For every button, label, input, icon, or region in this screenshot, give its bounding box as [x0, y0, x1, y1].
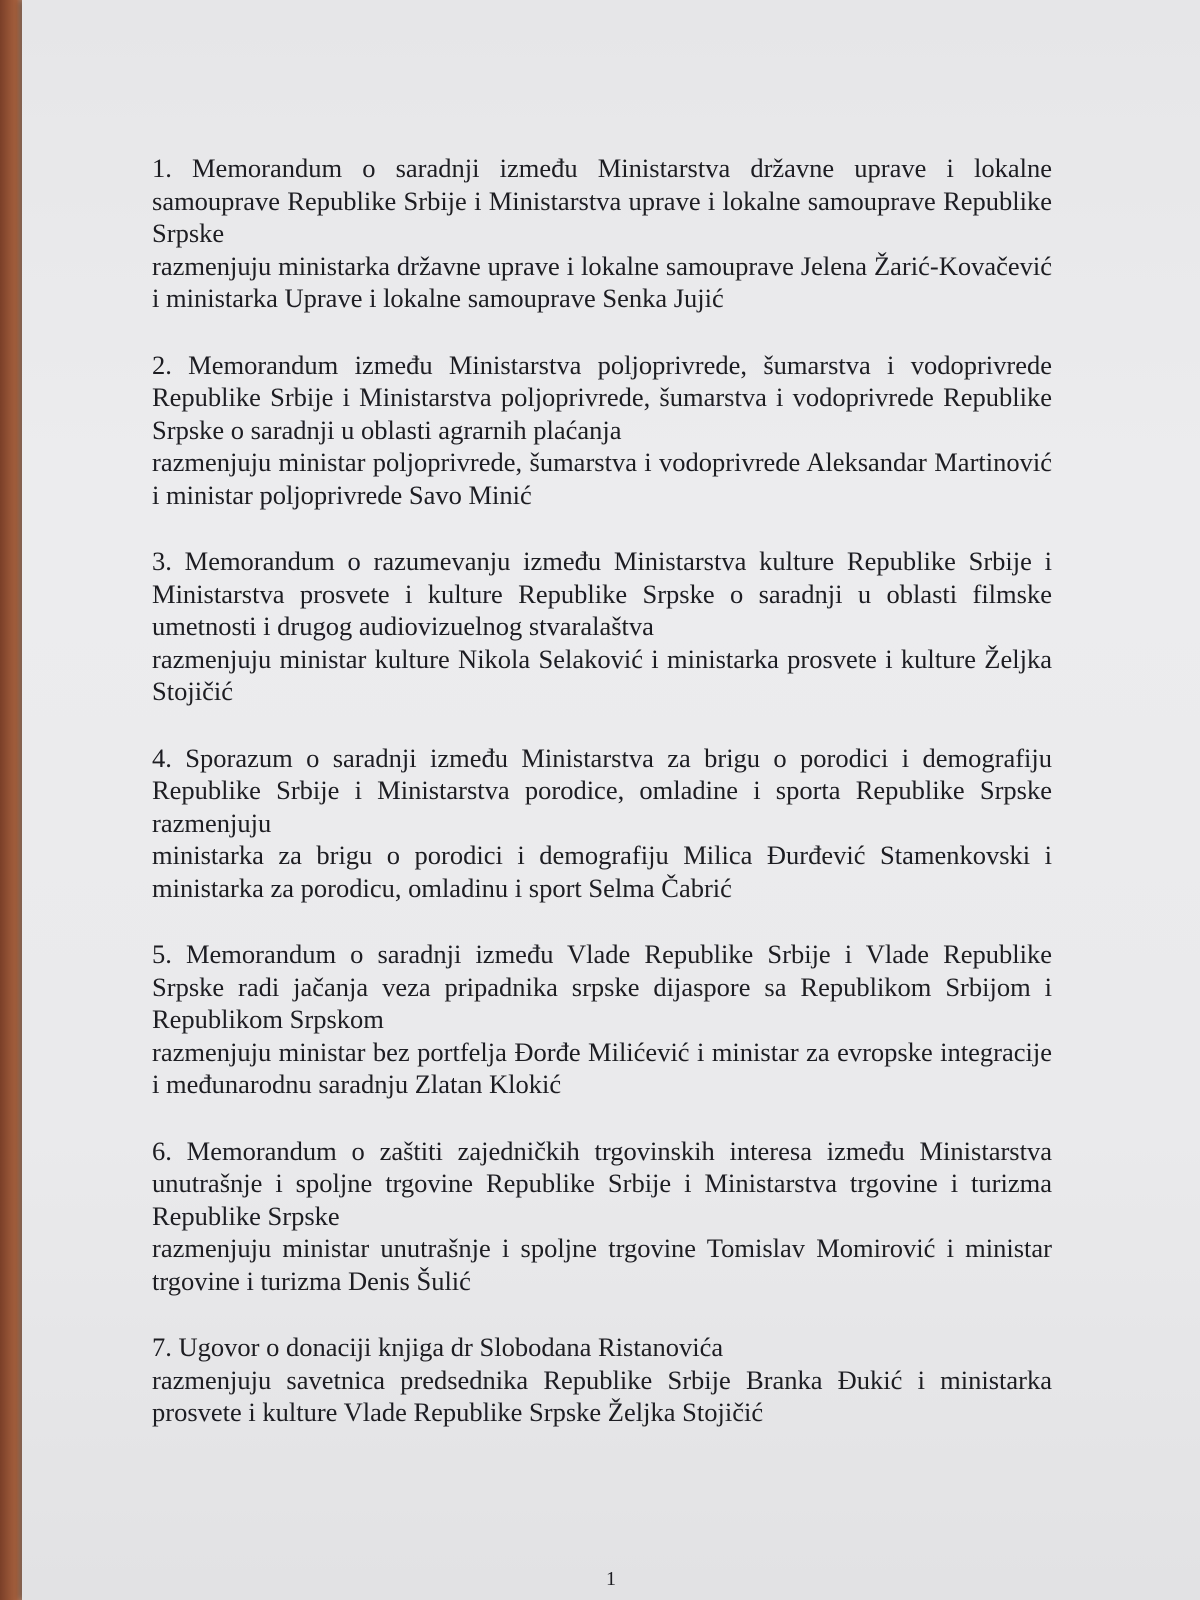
- item-exchange: ministarka za brigu o porodici i demografiju Milica Đurđević Stamenkovski i ministarka za porodicu, omladinu i sport Selma Čabrić: [152, 840, 1052, 903]
- item-exchange: razmenjuju ministarka državne uprave i lokalne samouprave Jelena Žarić-Kovačević i ministarka Uprave i lokalne samouprave Senka Jujić: [152, 250, 1052, 313]
- list-item: [152, 545, 1052, 708]
- item-title: 7. Ugovor o donaciji knjiga dr Slobodana Ristanovića: [152, 1332, 724, 1362]
- page-number: 1: [606, 1568, 616, 1590]
- item-title: 1. Memorandum o saradnji između Ministarstva državne uprave i lokalne samouprave Republike Srbije i Ministarstva uprave i lokalne samouprave Republike Srpske: [152, 153, 1052, 248]
- document-body: [152, 152, 1052, 1463]
- list-item: [152, 938, 1052, 1101]
- item-exchange: razmenjuju ministar unutrašnje i spoljne trgovine Tomislav Momirović i ministar trgovine i turizma Denis Šulić: [152, 1233, 1052, 1296]
- item-exchange: razmenjuju ministar bez portfelja Đorđe Milićević i ministar za evropske integracije i međunarodnu saradnju Zlatan Klokić: [152, 1036, 1052, 1099]
- item-title: 4. Sporazum o saradnji između Ministarstva za brigu o porodici i demografiju Republike Srbije i Ministarstva porodice, omladine i sporta Republike Srpske razmenjuju: [152, 742, 1052, 838]
- list-item: [152, 742, 1052, 905]
- item-exchange: razmenjuju ministar poljoprivrede, šumarstva i vodoprivrede Aleksandar Martinović i ministar poljoprivrede Savo Minić: [152, 447, 1052, 510]
- list-item: [152, 349, 1052, 512]
- document-page: [22, 0, 1200, 1600]
- item-title: 6. Memorandum o zaštiti zajedničkih trgovinskih interesa između Ministarstva unutrašnje i spoljne trgovine Republike Srbije i Ministarstva trgovine i turizma Republike Srpske: [152, 1135, 1052, 1231]
- list-item: [152, 1135, 1052, 1298]
- item-title: 5. Memorandum o saradnji između Vlade Republike Srbije i Vlade Republike Srpske radi jačanja veza pripadnika srpske dijaspore sa Republikom Srbijom i Republikom Srpskom: [152, 939, 1052, 1034]
- item-exchange: razmenjuju ministar kulture Nikola Selaković i ministarka prosvete i kulture Željka Stojičić: [152, 643, 1052, 706]
- list-item: [152, 1331, 1052, 1429]
- list-item: [152, 152, 1052, 315]
- item-title: 2. Memorandum između Ministarstva poljoprivrede, šumarstva i vodoprivrede Republike Srbije i Ministarstva poljoprivrede, šumarstva i vodoprivrede Republike Srpske o saradnji u oblasti agrarnih plaćanja: [152, 349, 1052, 445]
- item-exchange: razmenjuju savetnica predsednika Republike Srbije Branka Đukić i ministarka prosvete i kulture Vlade Republike Srpske Željka Stojičić: [152, 1364, 1052, 1427]
- item-title: 3. Memorandum o razumevanju između Ministarstva kulture Republike Srbije i Ministarstva prosvete i kulture Republike Srpske o saradnji u oblasti filmske umetnosti i drugog audiovizuelnog stvaralaštva: [152, 546, 1052, 641]
